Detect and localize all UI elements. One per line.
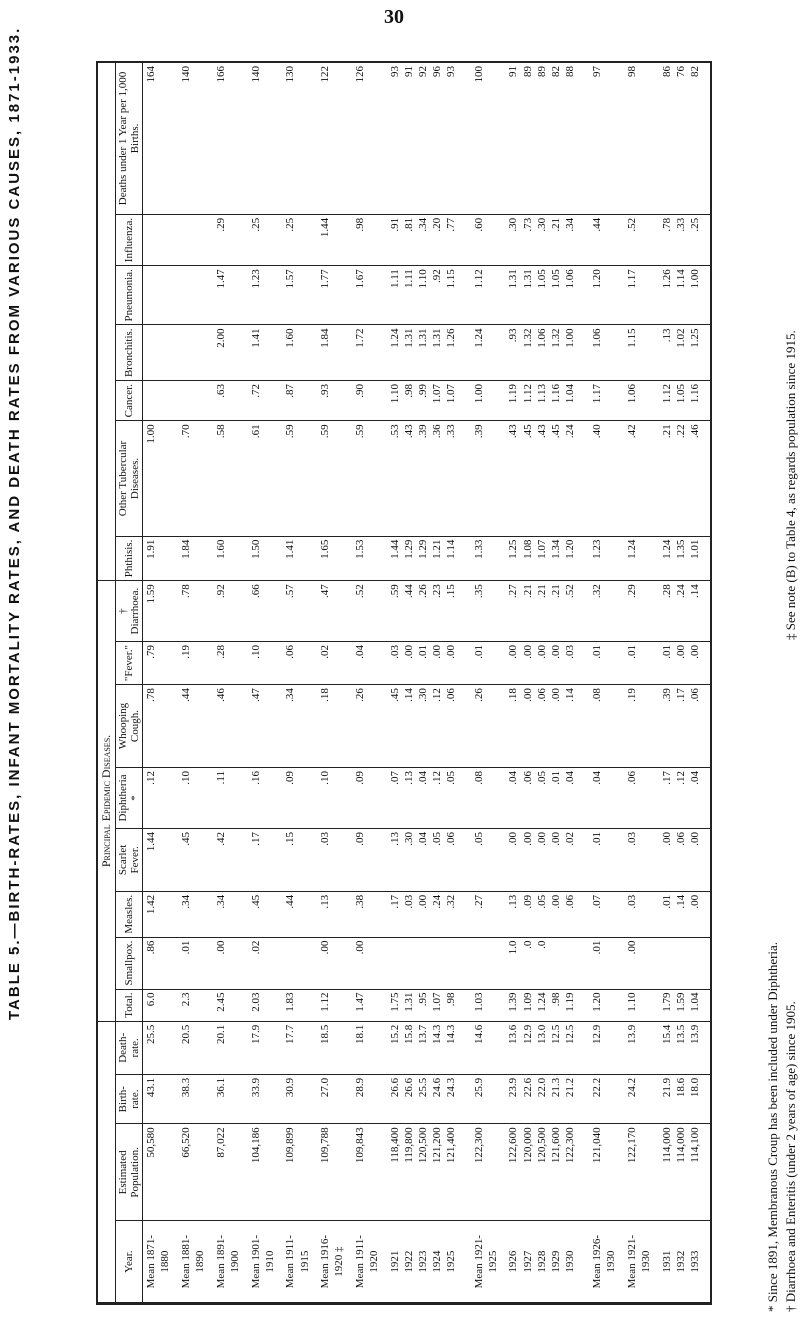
value-cell: .07 .13 .04 .12 .05 [387,767,471,828]
value-cell: 1.50 [248,536,283,581]
column-header: Death-rate. [116,1021,143,1074]
value-cell: 1.24 [471,325,506,381]
value-cell: 33.9 [248,1074,283,1124]
value-cell: .00 [624,937,659,989]
value-cell: .25 [248,214,283,265]
group-header-principal-epidemic: Principal Epidemic Diseases. [98,581,116,1021]
value-cell: .44 [178,685,213,768]
table-row [282,63,317,1303]
value-cell: 1.10 .98 .99 1.07 1.07 [387,381,471,421]
value-cell: .78 .33 .25 [659,214,710,265]
value-cell: .00 .00 .00 .00 .03 [505,641,589,684]
value-cell: .11 [213,767,248,828]
value-cell: .10 [178,767,213,828]
value-cell [178,381,213,421]
value-cell: .06 [624,767,659,828]
value-cell: 122,170 [624,1124,659,1221]
value-cell: 23.9 22.6 22.0 21.3 21.2 [505,1074,589,1124]
value-cell: .92 [213,581,248,642]
value-cell: .93 [317,381,352,421]
value-cell [471,937,506,989]
value-cell: .01 [624,641,659,684]
year-cell: 1921 1922 1923 1924 1925 [387,1221,471,1303]
value-cell: .00 [317,937,352,989]
value-cell: 25.5 [143,1021,178,1074]
value-cell: 24.2 [624,1074,659,1124]
value-cell: 20.5 [178,1021,213,1074]
value-cell: .21 .22 .46 [659,421,710,536]
value-cell [143,325,178,381]
value-cell [659,937,710,989]
value-cell: 18.1 [352,1021,387,1074]
footnote-1: * Since 1891, Membranous Croup has been included under Diphtheria. [765,941,780,1312]
column-header: Phthisis. [116,536,143,581]
column-header: Pneumonia. [116,266,143,325]
value-cell: .00 .00 .00 .00 .02 [505,828,589,891]
value-cell: 17.9 [248,1021,283,1074]
value-cell: .87 [282,381,317,421]
year-cell: Mean 1911-1920 [352,1221,387,1303]
value-cell: .47 [317,581,352,642]
value-cell: .01 [471,641,506,684]
value-cell: 26.6 26.6 25.5 24.6 24.3 [387,1074,471,1124]
value-cell: 1.57 [282,266,317,325]
value-cell: 1.84 [317,325,352,381]
value-cell: .03 .00 .01 .00 .00 [387,641,471,684]
value-cell: .15 [282,828,317,891]
value-cell: 17.7 [282,1021,317,1074]
value-cell: .47 [248,685,283,768]
group-header-blank [98,1021,116,1302]
value-cell: 12.9 [589,1021,624,1074]
value-cell: 25.9 [471,1074,506,1124]
column-header: † Diarrhoea. [116,581,143,642]
value-cell: 140 [178,63,213,214]
value-cell: .29 [213,214,248,265]
value-cell: 1.47 [352,989,387,1021]
value-cell: 109,788 [317,1124,352,1221]
value-cell [387,937,471,989]
value-cell [143,266,178,325]
value-cell: .59 .44 .26 .23 .15 [387,581,471,642]
value-cell: 1.72 [352,325,387,381]
value-cell: 2.03 [248,989,283,1021]
value-cell: 1.91 [143,536,178,581]
value-cell: .08 [589,685,624,768]
value-cell: .59 [282,421,317,536]
value-cell: .01 [589,641,624,684]
value-cell: 1.24 1.35 1.01 [659,536,710,581]
value-cell: 121,040 [589,1124,624,1221]
value-cell: 87,022 [213,1124,248,1221]
value-cell: .52 [624,214,659,265]
value-cell: 1.44 [317,214,352,265]
value-cell: 1.00 [471,381,506,421]
column-header: "Fever." [116,641,143,684]
value-cell [178,214,213,265]
column-header: Measles. [116,891,143,937]
table-row [352,63,387,1303]
value-cell: .04 .06 .05 .01 .04 [505,767,589,828]
value-cell: 114,000 114,000 114,100 [659,1124,710,1221]
value-cell: 1.83 [282,989,317,1021]
value-cell: .04 [589,767,624,828]
value-cell: 1.20 [589,266,624,325]
value-cell: 1.11 1.11 1.10 .92 1.15 [387,266,471,325]
value-cell: .42 [624,421,659,536]
year-cell: Mean 1921-1925 [471,1221,506,1303]
value-cell: .13 .09 .05 .00 .06 [505,891,589,937]
value-cell: .78 [143,685,178,768]
column-header: Total. [116,989,143,1021]
value-cell: .01 .14 .00 [659,891,710,937]
value-cell: .26 [471,685,506,768]
value-cell: .13 [317,891,352,937]
value-cell: 2.45 [213,989,248,1021]
value-cell: 1.65 [317,536,352,581]
value-cell: 1.41 [248,325,283,381]
value-cell: 109,899 [282,1124,317,1221]
value-cell: .39 [471,421,506,536]
value-cell: 122,600 120,000 120,500 121,600 122,300 [505,1124,589,1221]
value-cell: 38.3 [178,1074,213,1124]
table-row [248,63,283,1303]
value-cell: .19 [178,641,213,684]
value-cell: .59 [317,421,352,536]
value-cell: 1.24 [624,536,659,581]
column-header-row [116,63,143,1303]
value-cell: .46 [213,685,248,768]
value-cell: 1.06 [624,381,659,421]
value-cell: 36.1 [213,1074,248,1124]
value-cell: .39 .17 .06 [659,685,710,768]
value-cell: .18 .00 .06 .00 .14 [505,685,589,768]
value-cell: 126 [352,63,387,214]
value-cell: .17 [248,828,283,891]
value-cell: .26 [352,685,387,768]
column-header: Smallpox. [116,937,143,989]
value-cell: .03 [317,828,352,891]
value-cell: 15.4 13.5 13.9 [659,1021,710,1074]
value-cell: .04 [352,641,387,684]
value-cell: .60 [471,214,506,265]
value-cell: 86 76 82 [659,63,710,214]
value-cell: 13.9 [624,1021,659,1074]
value-cell: .18 [317,685,352,768]
value-cell: 50,580 [143,1124,178,1221]
value-cell: 1.31 1.31 1.05 1.05 1.06 [505,266,589,325]
value-cell: .45 .14 .30 .12 .06 [387,685,471,768]
value-cell: .03 [624,891,659,937]
value-cell: 1.20 [589,989,624,1021]
value-cell: .17 .03 .00 .24 .32 [387,891,471,937]
footnote-3: ‡ See note (B) to Table 4, as regards population since 1915. [783,330,798,640]
value-cell: 1.0 .0 .0 [505,937,589,989]
column-header: Influenza. [116,214,143,265]
value-cell: 21.9 18.6 18.0 [659,1074,710,1124]
value-cell: .17 .12 .04 [659,767,710,828]
value-cell: .61 [248,421,283,536]
value-cell: 28.9 [352,1074,387,1124]
value-cell: .58 [213,421,248,536]
value-cell: 1.06 [589,325,624,381]
value-cell: 1.12 [471,266,506,325]
value-cell: .25 [282,214,317,265]
year-cell: Mean 1901-1910 [248,1221,283,1303]
value-cell: .19 [624,685,659,768]
value-cell: 122,300 [471,1124,506,1221]
column-header: Diphtheria * [116,767,143,828]
value-cell: 1.26 1.14 1.00 [659,266,710,325]
value-cell: .28 .24 .14 [659,581,710,642]
value-cell: .02 [248,937,283,989]
value-cell: .44 [282,891,317,937]
value-cell: .01 [178,937,213,989]
value-cell: .63 [213,381,248,421]
value-cell: .32 [589,581,624,642]
value-cell: 93 91 92 96 93 [387,63,471,214]
table-row [143,63,178,1303]
value-cell: .01 .00 .00 [659,641,710,684]
value-cell: 118,400 119,800 120,500 121,200 121,400 [387,1124,471,1221]
value-cell: .13 1.02 1.25 [659,325,710,381]
value-cell: .90 [352,381,387,421]
value-cell: .38 [352,891,387,937]
value-cell: 1.25 1.08 1.07 1.34 1.20 [505,536,589,581]
year-cell: 1931 1932 1933 [659,1221,710,1303]
value-cell: .07 [589,891,624,937]
value-cell: 164 [143,63,178,214]
value-cell: 1.59 [143,581,178,642]
value-cell: 1.41 [282,536,317,581]
value-cell: 97 [589,63,624,214]
value-cell: .03 [624,828,659,891]
year-cell: Mean 1911-1915 [282,1221,317,1303]
year-cell: Mean 1926-1930 [589,1221,624,1303]
value-cell: .34 [178,891,213,937]
column-header: Scarlet Fever. [116,828,143,891]
value-cell [282,937,317,989]
value-cell: 109,843 [352,1124,387,1221]
value-cell: 130 [282,63,317,214]
value-cell: .34 [213,891,248,937]
value-cell: .40 [589,421,624,536]
page-number: 30 [384,6,404,28]
value-cell: .01 [589,937,624,989]
value-cell: 1.42 [143,891,178,937]
value-cell: .00 [213,937,248,989]
table-row [624,63,659,1303]
table-row [471,63,506,1303]
table-row [213,63,248,1303]
value-cell: 1.17 [589,381,624,421]
value-cell: 13.6 12.9 13.0 12.5 12.5 [505,1021,589,1074]
value-cell: .70 [178,421,213,536]
year-cell: Mean 1921-1930 [624,1221,659,1303]
year-cell: Mean 1881-1890 [178,1221,213,1303]
value-cell: 1.15 [624,325,659,381]
table-row [589,63,624,1303]
value-cell: 1.44 1.29 1.29 1.21 1.14 [387,536,471,581]
value-cell: .27 [471,891,506,937]
value-cell: .16 [248,767,283,828]
value-cell: 98 [624,63,659,214]
value-cell: 1.84 [178,536,213,581]
table-row [178,63,213,1303]
value-cell: 1.23 [248,266,283,325]
column-header: Other Tubercular Diseases. [116,421,143,536]
value-cell: 6.0 [143,989,178,1021]
value-cell: .86 [143,937,178,989]
value-cell: .12 [143,767,178,828]
value-cell [178,325,213,381]
value-cell: .09 [352,767,387,828]
value-cell: 1.10 [624,989,659,1021]
value-cell [178,266,213,325]
value-cell: 122 [317,63,352,214]
value-cell: .53 .43 .39 .36 .33 [387,421,471,536]
table-row [505,63,589,1303]
value-cell: .10 [317,767,352,828]
value-cell: 1.33 [471,536,506,581]
value-cell: .43 .45 .43 .45 .24 [505,421,589,536]
value-cell: .01 [589,828,624,891]
value-cell: 100 [471,63,506,214]
value-cell: 140 [248,63,283,214]
value-cell: 18.5 [317,1021,352,1074]
value-cell: 1.53 [352,536,387,581]
year-cell: Mean 1916-1920 ‡ [317,1221,352,1303]
value-cell: 1.23 [589,536,624,581]
group-header-row [98,63,116,1303]
value-cell: .28 [213,641,248,684]
value-cell: 91 89 89 82 88 [505,63,589,214]
value-cell: 1.12 [317,989,352,1021]
table-row [387,63,471,1303]
column-header: Whooping Cough. [116,685,143,768]
column-header: Estimated Population. [116,1124,143,1221]
value-cell: 43.1 [143,1074,178,1124]
value-cell: 2.00 [213,325,248,381]
value-cell: .66 [248,581,283,642]
value-cell: .35 [471,581,506,642]
value-cell: 1.39 1.09 1.24 .98 1.19 [505,989,589,1021]
value-cell: .05 [471,828,506,891]
value-cell [143,381,178,421]
value-cell: 1.19 1.12 1.13 1.16 1.04 [505,381,589,421]
value-cell: 1.77 [317,266,352,325]
value-cell: 20.1 [213,1021,248,1074]
value-cell: 15.2 15.8 13.7 14.3 14.3 [387,1021,471,1074]
value-cell: 2.3 [178,989,213,1021]
value-cell: 30.9 [282,1074,317,1124]
value-cell: .27 .21 .21 .21 .52 [505,581,589,642]
value-cell: 1.00 [143,421,178,536]
value-cell: .57 [282,581,317,642]
value-cell: .78 [178,581,213,642]
value-cell: 1.67 [352,266,387,325]
value-cell: .08 [471,767,506,828]
value-cell: .91 .81 .34 .20 .77 [387,214,471,265]
value-cell: .44 [589,214,624,265]
column-header: Year. [116,1221,143,1303]
column-header: Birth-rate. [116,1074,143,1124]
value-cell: 1.47 [213,266,248,325]
year-cell: Mean 1891-1900 [213,1221,248,1303]
value-cell: .00 .06 .00 [659,828,710,891]
value-cell: 27.0 [317,1074,352,1124]
value-cell: 22.2 [589,1074,624,1124]
value-cell: .10 [248,641,283,684]
value-cell: .72 [248,381,283,421]
table-row [659,63,710,1303]
value-cell: .09 [282,767,317,828]
value-cell: .93 1.32 1.06 1.32 1.00 [505,325,589,381]
value-cell: 1.17 [624,266,659,325]
value-cell: .13 .30 .04 .05 .06 [387,828,471,891]
value-cell: .45 [248,891,283,937]
table-body [143,63,711,1303]
value-cell: 1.03 [471,989,506,1021]
column-header: Deaths under 1 Year per 1,000 Births. [116,63,143,214]
value-cell: 1.60 [213,536,248,581]
value-cell [143,214,178,265]
column-header: Cancer. [116,381,143,421]
footnote-2: † Diarrhoea and Enteritis (under 2 years of age) since 1905. [783,1001,798,1312]
value-cell: 1.44 [143,828,178,891]
value-cell: 104,186 [248,1124,283,1221]
value-cell: .52 [352,581,387,642]
value-cell: .06 [282,641,317,684]
mortality-table [96,61,712,1305]
value-cell: 66,520 [178,1124,213,1221]
group-header-blank-2 [98,63,116,581]
value-cell: .98 [352,214,387,265]
table-row [317,63,352,1303]
value-cell: .34 [282,685,317,768]
value-cell: .09 [352,828,387,891]
value-cell: 166 [213,63,248,214]
value-cell: .42 [213,828,248,891]
value-cell: 1.24 1.31 1.31 1.31 1.26 [387,325,471,381]
value-cell: .79 [143,641,178,684]
value-cell: .29 [624,581,659,642]
column-header: Bronchitis. [116,325,143,381]
value-cell: .45 [178,828,213,891]
value-cell: 1.60 [282,325,317,381]
value-cell: .00 [352,937,387,989]
value-cell: .02 [317,641,352,684]
value-cell: 1.75 1.31 .95 1.07 .98 [387,989,471,1021]
value-cell: 1.12 1.05 1.16 [659,381,710,421]
value-cell: .30 .73 .30 .21 .34 [505,214,589,265]
value-cell: 14.6 [471,1021,506,1074]
year-cell: 1926 1927 1928 1929 1930 [505,1221,589,1303]
value-cell: .59 [352,421,387,536]
table-title: TABLE 5.—BIRTH-RATES, INFANT MORTALITY RATES, AND DEATH RATES FROM VARIOUS CAUSES, 1871-1933. [6,26,23,1020]
value-cell: 1.79 1.59 1.04 [659,989,710,1021]
year-cell: Mean 1871-1880 [143,1221,178,1303]
